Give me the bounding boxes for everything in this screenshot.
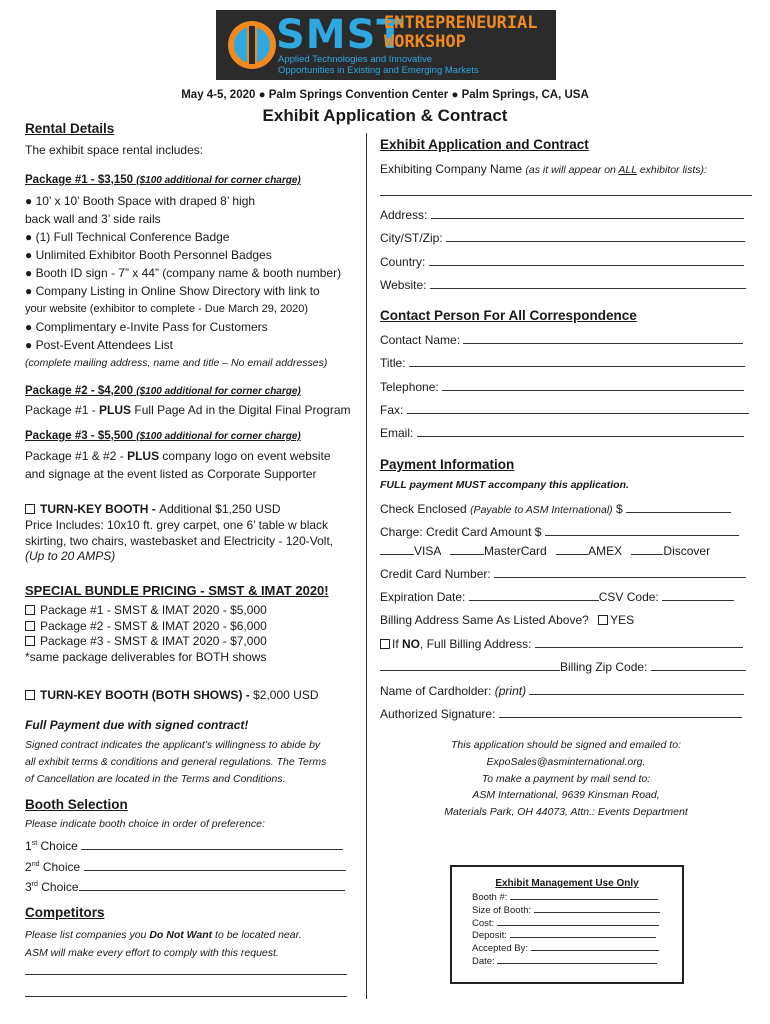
booth-intro: Please indicate booth choice in order of preference: (25, 818, 265, 830)
bundle-option[interactable] (25, 603, 267, 619)
package-1-item: ● Complimentary e-Invite Pass for Customers (25, 320, 268, 334)
cc-number-label: Credit Card Number: (380, 567, 491, 581)
comp-note-2: ASM will make every effort to comply with this request. (25, 947, 279, 959)
package-1-item: ● Booth ID sign - 7” x 44” (company name & booth number) (25, 266, 342, 280)
checkbox[interactable] (25, 621, 35, 631)
signed-note-line: of Cancellation are located in the Terms and Conditions. (25, 773, 286, 785)
rental-intro: The exhibit space rental includes: (25, 143, 204, 157)
amex-field[interactable] (556, 544, 588, 555)
billing-address-field[interactable] (535, 637, 743, 648)
payment-heading: Payment Information (380, 457, 515, 472)
choice-num: 2 (25, 859, 32, 874)
card-amex: AMEX (588, 544, 623, 558)
bundle-option[interactable] (25, 619, 267, 635)
booth-choice-3[interactable] (25, 876, 346, 897)
mgmt-field[interactable] (497, 917, 659, 926)
checkbox[interactable] (25, 690, 35, 700)
choice-word: Choice (37, 880, 79, 894)
mgmt-field[interactable] (510, 929, 656, 938)
package-3-desc (25, 449, 331, 463)
city-label: City/ST/Zip: (380, 231, 443, 245)
mgmt-label: Deposit: (472, 930, 507, 942)
title-label: Title: (380, 356, 406, 370)
email-label: Email: (380, 426, 414, 440)
signature-label: Authorized Signature: (380, 707, 496, 721)
package-1-item: your website (exhibitor to complete - Due March 29, 2020) (25, 303, 309, 315)
turnkey-desc-line: Price Includes: 10x10 ft. grey carpet, one 6’ table w black (25, 518, 329, 532)
expiration-field[interactable] (469, 590, 599, 601)
billing-address-field-2[interactable] (380, 660, 560, 671)
package-3-desc-a: Package #1 & #2 - (25, 449, 128, 463)
mgmt-label: Date: (472, 955, 495, 967)
package-3-plus: PLUS (127, 449, 160, 463)
package-2-corner: ($100 additional for corner charge) (136, 386, 301, 397)
mgmt-field[interactable] (534, 904, 660, 913)
bundle-heading: SPECIAL BUNDLE PRICING - SMST & IMAT 2020! (25, 583, 329, 598)
checkbox[interactable] (25, 636, 35, 646)
if-label: If (392, 637, 403, 651)
smst-logo-icon (226, 18, 278, 72)
telephone-label: Telephone: (380, 380, 439, 394)
fax-row (380, 403, 749, 417)
choice-sup: st (31, 840, 38, 847)
choice-num: 3 (25, 880, 32, 894)
cardholder-field[interactable] (529, 684, 744, 695)
package-2-label: Package #2 - $4,200 (25, 385, 134, 397)
package-3-desc-c: company logo on event website (159, 449, 331, 463)
competitor-field-1[interactable] (25, 963, 347, 975)
turnkey-price: Additional $1,250 USD (159, 502, 281, 516)
submission-note-line: This application should be signed and emailed to: (451, 739, 681, 751)
submission-note (380, 737, 752, 821)
bundle-option[interactable] (25, 634, 267, 650)
charge-row (380, 525, 739, 539)
bundle-option-label: Package #1 - SMST & IMAT 2020 - $5,000 (40, 603, 267, 617)
logo-brand: SMST (276, 12, 405, 58)
package-2-desc-a: Package #1 - (25, 403, 100, 417)
billing-zip-label: Billing Zip Code: (560, 660, 648, 674)
charge-amount-field[interactable] (545, 525, 739, 536)
mgmt-size-row (472, 904, 682, 917)
discover-field[interactable] (631, 544, 663, 555)
billing-same-label: Billing Address Same As Listed Above? (380, 613, 589, 627)
mastercard-field[interactable] (450, 544, 484, 555)
mgmt-label: Accepted By: (472, 943, 528, 955)
bundle-note: *same package deliverables for BOTH shows (25, 649, 267, 664)
turnkey-desc-line: (Up to 20 AMPS) (25, 549, 116, 563)
booth-choice-3-field[interactable] (79, 880, 345, 891)
address-row (380, 208, 744, 222)
turnkey-option[interactable] (25, 502, 281, 516)
choice-word: Choice (39, 859, 81, 874)
package-2-plus: PLUS (99, 403, 132, 417)
booth-choice-2[interactable] (25, 856, 346, 877)
contact-name-row (380, 333, 743, 347)
city-field[interactable] (446, 231, 745, 242)
comp-note-c: to be located near. (212, 929, 302, 941)
competitor-field-2[interactable] (25, 985, 347, 997)
turnkey-desc-line: skirting, two chairs, wastebasket and Electricity - 120-Volt, (25, 533, 334, 548)
turnkey-label: TURN-KEY BOOTH - (40, 502, 160, 516)
charge-label: Charge: Credit Card Amount $ (380, 525, 542, 539)
logo-title-line2: WORKSHOP (384, 32, 466, 52)
yes-checkbox[interactable] (598, 615, 608, 625)
rental-heading: Rental Details (25, 121, 115, 136)
package-3-desc2: and signage at the event listed as Corporate Supporter (25, 467, 317, 481)
title-row (380, 356, 745, 370)
company-note-b: ALL (618, 164, 637, 176)
event-line: May 4-5, 2020 ● Palm Springs Convention Center ● Palm Springs, CA, USA (181, 89, 589, 101)
bundle-option-label: Package #2 - SMST & IMAT 2020 - $6,000 (40, 618, 267, 633)
csv-field[interactable] (662, 590, 734, 601)
package-1-item: ● Post-Event Attendees List (25, 338, 173, 352)
checkbox[interactable] (25, 605, 35, 615)
signature-row (380, 707, 742, 721)
logo (216, 10, 556, 80)
comp-note-a: Please list companies you (25, 929, 150, 941)
card-discover: Discover (663, 544, 711, 558)
cardholder-label: Name of Cardholder: (380, 684, 492, 698)
booth-choice-2-field[interactable] (84, 860, 346, 871)
submission-note-line: To make a payment by mail send to: (481, 772, 651, 785)
mgmt-booth-row (472, 891, 682, 904)
comp-note-b: Do Not Want (149, 929, 213, 941)
mgmt-cost-row (472, 917, 682, 930)
choice-sup: rd (31, 881, 38, 888)
check-amount-field[interactable] (626, 502, 731, 513)
cc-number-field[interactable] (494, 567, 746, 578)
turnkey-both-option[interactable] (25, 688, 318, 702)
mgmt-accepted-row (472, 942, 682, 955)
email-field[interactable] (417, 426, 744, 437)
choice-num: 1 (25, 839, 32, 853)
full-billing-row (380, 637, 743, 651)
fax-label: Fax: (380, 403, 404, 417)
booth-choices (25, 835, 346, 897)
company-name-field[interactable] (380, 184, 752, 196)
submission-email[interactable]: ExpoSales@asminternational.org. (486, 755, 646, 768)
mgmt-label: Size of Booth: (472, 904, 532, 916)
turnkey-desc (25, 518, 333, 565)
visa-field[interactable] (380, 544, 414, 555)
website-row (380, 278, 746, 292)
package-2-desc (25, 403, 351, 417)
package-1-heading (25, 174, 301, 186)
package-3-heading (25, 430, 301, 442)
company-note-c: exhibitor lists): (636, 164, 707, 176)
card-mastercard: MasterCard (484, 544, 547, 558)
city-row (380, 231, 745, 245)
cc-number-row (380, 567, 746, 581)
signature-field[interactable] (499, 707, 742, 718)
package-1-item: ● Company Listing in Online Show Directory with link to (25, 284, 320, 298)
yes-label: YES (610, 613, 635, 627)
mgmt-field[interactable] (531, 942, 659, 951)
country-field[interactable] (429, 255, 744, 266)
column-divider (366, 133, 367, 999)
booth-choice-1-field[interactable] (81, 839, 343, 850)
submission-note-line: ASM International, 9639 Kinsman Road, (472, 789, 660, 802)
package-1-item: ● (1) Full Technical Conference Badge (25, 230, 230, 244)
no-checkbox[interactable] (380, 639, 390, 649)
mgmt-label: Cost: (472, 917, 495, 929)
turnkey-both-label: TURN-KEY BOOTH (BOTH SHOWS) - (40, 688, 254, 702)
checkbox[interactable] (25, 504, 35, 514)
mgmt-field[interactable] (510, 891, 658, 900)
package-2-heading (25, 385, 301, 397)
check-label: Check Enclosed (380, 502, 467, 516)
cardholder-row (380, 684, 744, 698)
mgmt-field[interactable] (497, 955, 657, 964)
package-1-items (25, 192, 341, 372)
contact-name-field[interactable] (463, 333, 743, 344)
telephone-field[interactable] (442, 380, 744, 391)
check-dollar: $ (616, 502, 623, 516)
mgmt-label: Booth #: (472, 892, 508, 903)
website-label: Website: (380, 278, 427, 292)
bundle-list (25, 603, 267, 665)
signed-note-line: Signed contract indicates the applicant’s willingness to abide by (25, 739, 321, 751)
package-3-label: Package #3 - $5,500 (25, 430, 134, 442)
company-note-a: (as it will appear on (525, 164, 619, 176)
booth-selection-heading: Booth Selection (25, 797, 128, 812)
logo-tagline-1: Applied Technologies and Innovative (278, 54, 433, 65)
fax-field[interactable] (407, 403, 749, 414)
management-use-box (450, 865, 684, 984)
check-note: (Payable to ASM International) (470, 504, 613, 516)
website-field[interactable] (430, 278, 746, 289)
package-1-item: ● 10’ x 10’ Booth Space with draped 8’ high (25, 194, 256, 208)
telephone-row (380, 380, 744, 394)
contact-name-label: Contact Name: (380, 333, 461, 347)
signed-note (25, 737, 326, 788)
contact-heading: Contact Person For All Correspondence (380, 308, 637, 323)
mgmt-deposit-row (472, 929, 682, 942)
package-1-item: (complete mailing address, name and title – No email addresses) (25, 357, 328, 369)
mgmt-date-row (472, 955, 682, 968)
check-row (380, 502, 731, 516)
competitors-note (25, 926, 302, 962)
payment-note: FULL payment MUST accompany this application. (380, 479, 629, 491)
country-label: Country: (380, 255, 426, 269)
billing-zip-field[interactable] (651, 660, 746, 671)
package-1-label: Package #1 - $3,150 (25, 174, 134, 186)
csv-label: CSV Code: (598, 590, 659, 604)
expiration-label: Expiration Date: (380, 590, 466, 604)
logo-title-line1: ENTREPRENEURIAL (384, 13, 538, 33)
package-1-item: ● Unlimited Exhibitor Booth Personnel Badges (25, 248, 272, 262)
card-visa: VISA (414, 544, 441, 558)
logo-title (384, 14, 538, 52)
company-label: Exhibiting Company Name (380, 162, 523, 176)
billing-same-row (380, 613, 634, 627)
management-title: Exhibit Management Use Only (495, 878, 639, 889)
bundle-option-label: Package #3 - SMST & IMAT 2020 - $7,000 (40, 634, 267, 648)
competitors-heading: Competitors (25, 905, 105, 920)
print-label: (print) (494, 684, 527, 698)
no-label: NO (402, 637, 421, 651)
choice-sup: nd (31, 860, 40, 868)
address-field[interactable] (431, 208, 744, 219)
application-heading: Exhibit Application and Contract (380, 137, 589, 152)
booth-choice-1[interactable] (25, 835, 346, 856)
signed-note-line: all exhibit terms & conditions and general regulations. The Terms (25, 756, 327, 768)
company-name-label (380, 162, 707, 176)
submission-note-line: Materials Park, OH 44073, Attn.: Events Department (444, 806, 688, 819)
logo-tagline-2: Opportunities in Existing and Emerging Markets (278, 65, 479, 76)
country-row (380, 255, 744, 269)
title-field[interactable] (409, 356, 745, 367)
card-types (380, 544, 710, 558)
full-billing-label: , Full Billing Address: (420, 637, 532, 651)
page-title: Exhibit Application & Contract (262, 106, 508, 125)
billing-zip-row (380, 660, 746, 674)
package-2-desc-c: Full Page Ad in the Digital Final Program (131, 403, 351, 417)
expiration-row (380, 590, 734, 604)
address-label: Address: (380, 208, 428, 222)
package-1-corner: ($100 additional for corner charge) (136, 175, 301, 186)
package-1-item: back wall and 3’ side rails (25, 212, 161, 226)
package-3-corner: ($100 additional for corner charge) (136, 431, 301, 442)
full-payment-note: Full Payment due with signed contract! (25, 718, 249, 732)
email-row (380, 426, 744, 440)
choice-word: Choice (37, 839, 78, 853)
logo-tagline (278, 54, 479, 76)
turnkey-both-price: $2,000 USD (253, 688, 319, 702)
